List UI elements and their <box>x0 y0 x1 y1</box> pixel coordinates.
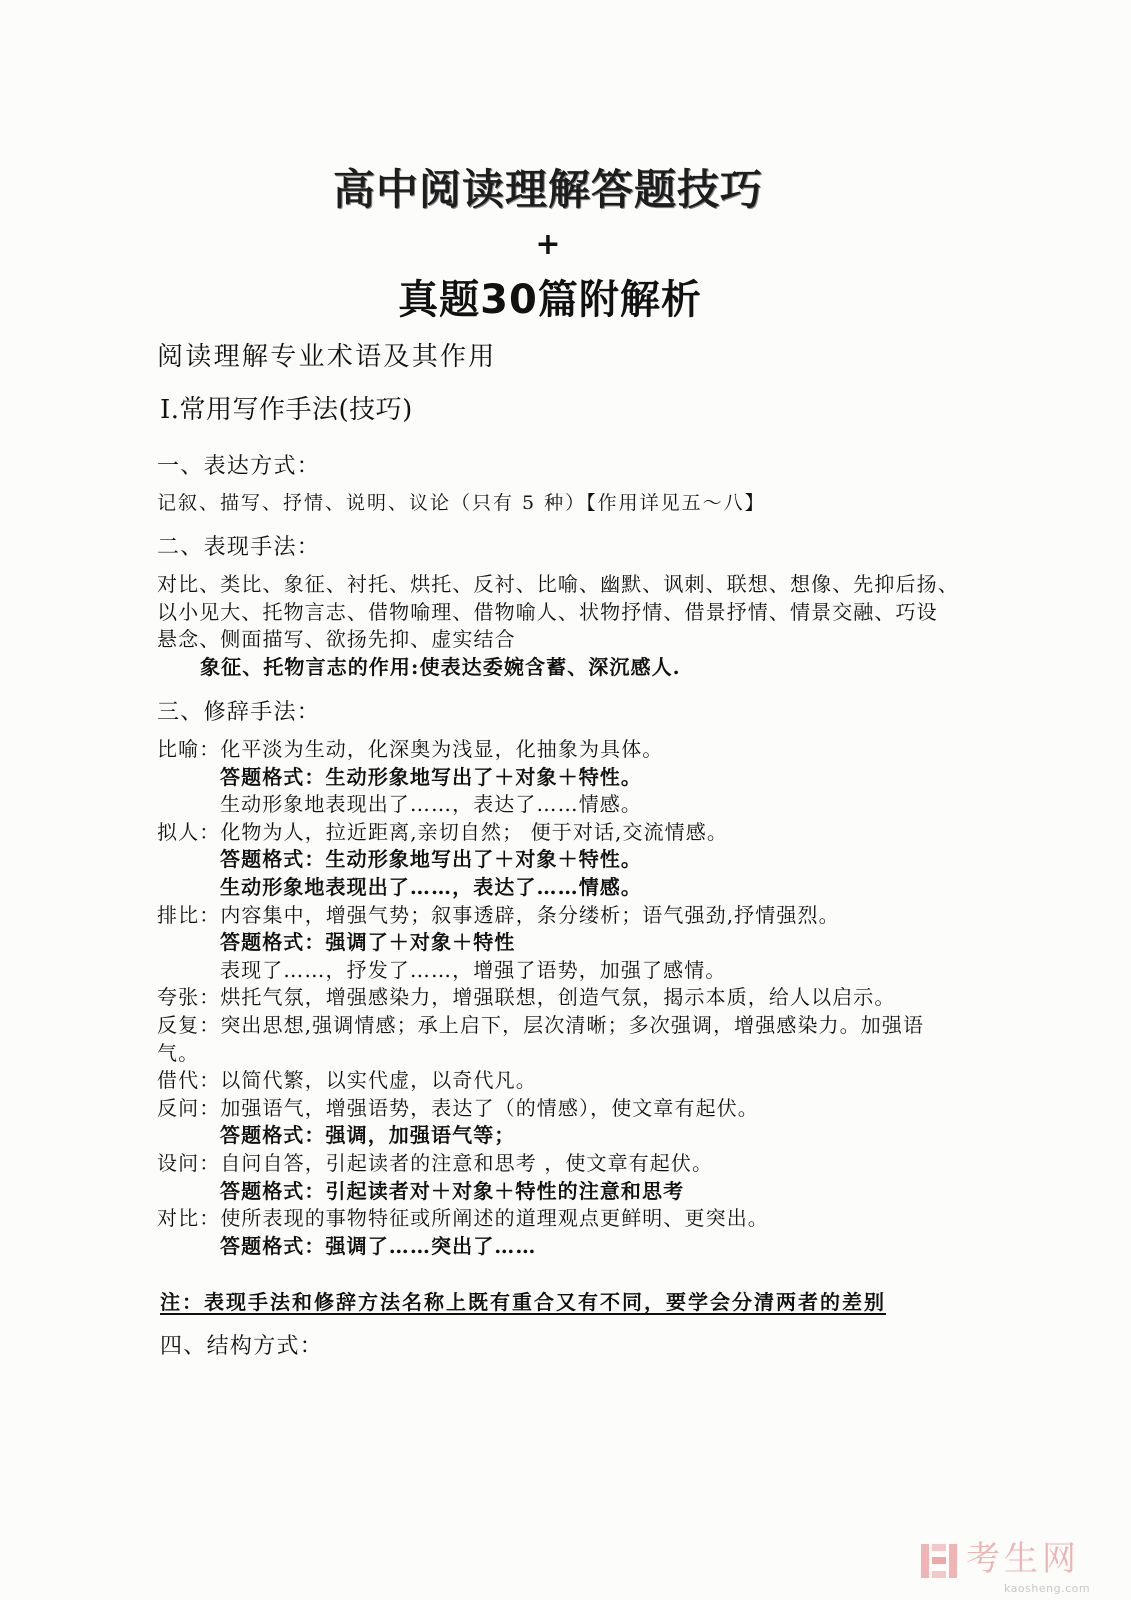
rhetoric-item-hypophora <box>157 1150 924 1178</box>
rhetoric-item-rhetorical-question <box>157 1095 924 1123</box>
document-title-secondary: 真题30篇附解析 <box>398 277 702 323</box>
continuation-line: 气。 <box>157 1040 200 1065</box>
rhetoric-item-parallelism <box>157 902 924 930</box>
techniques-note: 象征、托物言志的作用:使表达委婉含蓄、深沉感人. <box>200 655 681 679</box>
rhetoric-effect: 烘托气氛，增强感染力，增强联想，创造气氛，揭示本质，给人以启示。 <box>220 985 896 1010</box>
rhetoric-item-personification <box>157 819 924 847</box>
answer-format-line: 答题格式：引起读者对＋对象＋特性的注意和思考 <box>220 1178 685 1203</box>
rhetoric-effect: 使所表现的事物特征或所阐述的道理观点更鲜明、更突出。 <box>220 1206 769 1231</box>
rhetoric-label: 对比： <box>157 1206 221 1231</box>
section-heading-techniques: 二、表现手法： <box>157 535 321 560</box>
rhetoric-item-metonymy <box>157 1067 924 1095</box>
answer-format-line: 答题格式：生动形象地写出了＋对象＋特性。 <box>220 764 642 789</box>
section-heading-expression: 一、表达方式： <box>157 454 321 479</box>
rhetoric-label: 借代： <box>157 1068 221 1093</box>
techniques-list-line: 悬念、侧面描写、欲扬先抑、虚实结合 <box>157 627 516 651</box>
document-title: 高中阅读理解答题技巧 <box>332 165 763 214</box>
rhetoric-label: 夸张： <box>157 985 221 1010</box>
answer-format-line: 答题格式：强调了＋对象＋特性 <box>220 930 516 955</box>
rhetoric-item-hyperbole <box>157 984 924 1012</box>
techniques-list-line: 对比、类比、象征、衬托、烘托、反衬、比喻、幽默、讽刺、联想、想像、先抑后扬、 <box>157 572 959 596</box>
rhetoric-item-contrast <box>157 1205 924 1233</box>
watermark-brand: 考生网 <box>966 1539 1080 1579</box>
glossary-heading: 阅读理解专业术语及其作用 <box>157 342 497 372</box>
rhetoric-list <box>157 736 924 1260</box>
section-heading-rhetoric: 三、修辞手法： <box>157 700 321 725</box>
rhetoric-effect: 内容集中，增强气势；叙事透辟，条分缕析；语气强劲,抒情强烈。 <box>220 902 840 927</box>
rhetoric-label: 比喻： <box>157 737 221 761</box>
answer-format-line: 表现了……，抒发了……，增强了语势，加强了感情。 <box>220 957 727 982</box>
distinction-note: 注：表现手法和修辞方法名称上既有重合又有不同，要学会分清两者的差别 <box>160 1290 886 1314</box>
rhetoric-item-repetition <box>157 1012 924 1040</box>
answer-format-line: 答题格式：生动形象地写出了＋对象＋特性。 <box>220 847 642 872</box>
rhetoric-label: 拟人： <box>157 819 221 844</box>
answer-format-line: 生动形象地表现出了……，表达了……情感。 <box>220 874 642 899</box>
kaosheng-logo-icon <box>918 1540 960 1582</box>
rhetoric-label: 设问： <box>157 1150 221 1175</box>
section-heading-structure: 四、结构方式： <box>160 1334 324 1359</box>
rhetoric-item-metaphor <box>157 736 924 764</box>
watermark-domain: kaosheng.com <box>1004 1582 1091 1595</box>
rhetoric-label: 反问： <box>157 1095 221 1120</box>
rhetoric-label: 排比： <box>157 902 221 927</box>
answer-format-line: 答题格式：强调了……突出了…… <box>220 1233 537 1258</box>
answer-format-line: 生动形象地表现出了……，表达了……情感。 <box>220 792 642 817</box>
rhetoric-effect: 化物为人，拉近距离,亲切自然； 便于对话,交流情感。 <box>220 819 728 844</box>
rhetoric-label: 反复： <box>157 1012 221 1037</box>
rhetoric-effect: 自问自答，引起读者的注意和思考 ，使文章有起伏。 <box>220 1150 714 1175</box>
part-heading: Ⅰ.常用写作手法(技巧) <box>160 395 413 425</box>
techniques-list-line: 以小见大、托物言志、借物喻理、借物喻人、状物抒情、借景抒情、情景交融、巧设 <box>157 599 938 624</box>
answer-format-line: 答题格式：强调，加强语气等； <box>220 1123 516 1148</box>
rhetoric-effect: 化平淡为生动，化深奥为浅显，化抽象为具体。 <box>220 737 664 761</box>
rhetoric-effect: 突出思想,强调情感；承上启下，层次清晰；多次强调，增强感染力。加强语 <box>220 1012 925 1037</box>
rhetoric-effect: 以简代繁，以实代虚，以奇代凡。 <box>220 1068 537 1093</box>
techniques-list <box>157 571 959 654</box>
rhetoric-effect: 加强语气，增强语势，表达了（的情感），使文章有起伏。 <box>220 1095 759 1120</box>
expression-methods-text: 记叙、描写、抒情、说明、议论（只有 5 种）【作用详见五～八】 <box>157 492 766 514</box>
title-plus: + <box>535 227 561 262</box>
